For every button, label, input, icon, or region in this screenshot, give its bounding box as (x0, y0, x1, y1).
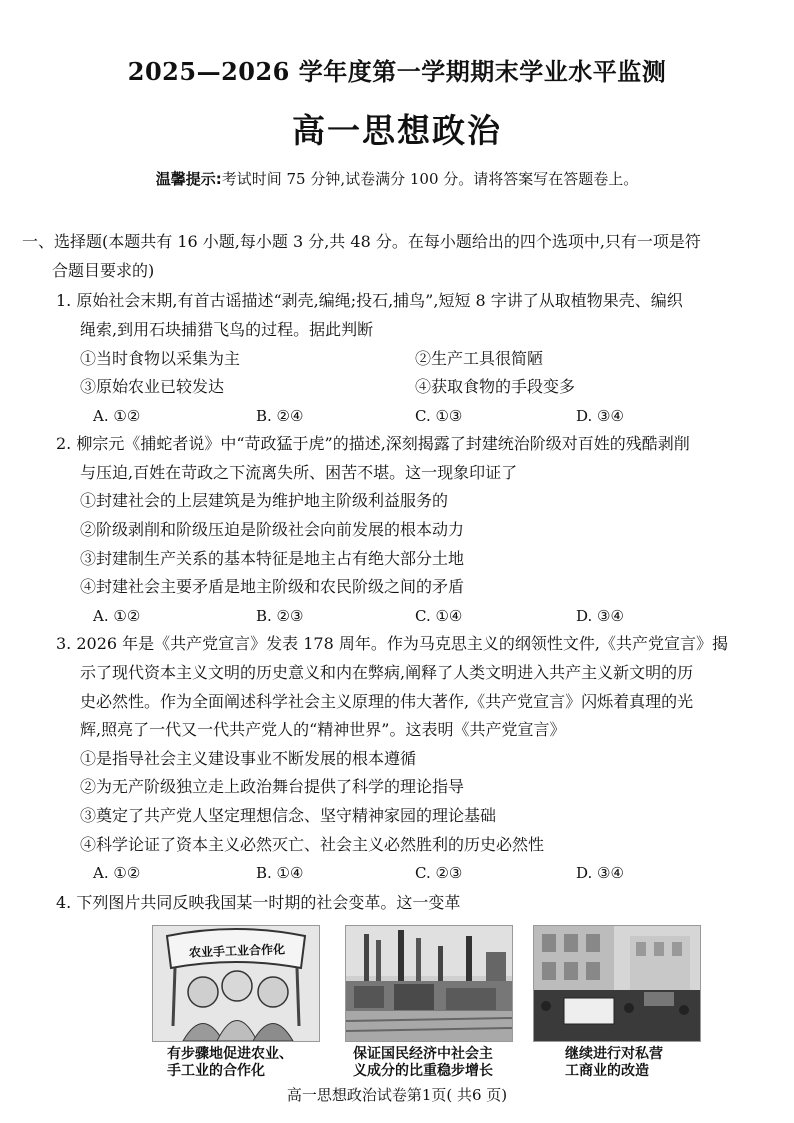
question-1-choice-d: D. ③④ (576, 407, 624, 425)
question-2-choice-c: C. ①④ (415, 607, 463, 625)
image-1-caption-line2: 手工业的合作化 (167, 1063, 265, 1079)
question-1-choice-a: A. ①② (93, 407, 141, 425)
tip-label: 温馨提示: (155, 170, 222, 188)
question-1-statement-3: ③原始农业已较发达 (80, 377, 225, 396)
question-2-statement-4: ④封建社会主要矛盾是地主阶级和农民阶级之间的矛盾 (80, 577, 465, 596)
question-1-statement-1: ①当时食物以采集为主 (80, 349, 241, 368)
question-3-choice-d: D. ③④ (576, 864, 624, 882)
question-3-stem-cont-2: 史必然性。作为全面阐述科学社会主义原理的伟大著作,《共产党宣言》闪烁着真理的光 (80, 692, 694, 711)
factory-drawing (346, 926, 512, 1041)
cartoon-sign-text: 农业手工业合作化 (188, 942, 286, 960)
question-1-stem: 1. 原始社会末期,有首古谣描述“剥壳,编绳;投石,捕鸟”,短短 8 字讲了从取植物果壳、编织 (56, 291, 683, 310)
question-3-statement-4: ④科学论证了资本主义必然灭亡、社会主义必然胜利的历史必然性 (80, 835, 545, 854)
question-3-choice-a: A. ①② (93, 864, 141, 882)
question-1-choice-b: B. ②④ (256, 407, 304, 425)
question-3-stem-cont-1: 示了现代资本主义文明的历史意义和内在弊病,阐释了人类文明进入共产主义新文明的历 (80, 663, 694, 682)
question-2-stem-cont: 与压迫,百姓在苛政之下流离失所、困苦不堪。这一现象印证了 (80, 463, 518, 482)
question-1-statement-2: ②生产工具很简陋 (415, 349, 544, 368)
question-3-stem-cont-3: 辉,照亮了一代又一代共产党人的“精神世界”。这表明《共产党宣言》 (80, 720, 566, 739)
page-footer: 高一思想政治试卷第1页( 共6 页) (286, 1086, 508, 1104)
question-1-choice-c: C. ①③ (415, 407, 463, 425)
question-2-stem: 2. 柳宗元《捕蛇者说》中“苛政猛于虎”的描述,深刻揭露了封建统治阶级对百姓的残酷剥削 (56, 434, 690, 453)
question-2-choice-b: B. ②③ (256, 607, 304, 625)
question-2-choice-a: A. ①② (93, 607, 141, 625)
image-2-caption-line1: 保证国民经济中社会主 (353, 1046, 493, 1062)
image-1-caption-line1: 有步骤地促进农业、 (167, 1046, 293, 1062)
section-heading-line2: 合题目要求的) (52, 261, 155, 280)
question-3-statement-2: ②为无产阶级独立走上政治舞台提供了科学的理论指导 (80, 777, 465, 796)
parade-drawing (534, 926, 700, 1041)
question-2-choice-d: D. ③④ (576, 607, 624, 625)
question-3-choice-c: C. ②③ (415, 864, 463, 882)
tip-text: 考试时间 75 分钟,试卷满分 100 分。请将答案写在答题卷上。 (221, 170, 639, 188)
section-heading-line1: 一、选择题(本题共有 16 小题,每小题 3 分,共 48 分。在每小题给出的四个选项中,只有一项是符 (22, 232, 701, 251)
cooperation-cartoon-image (152, 925, 320, 1042)
question-1-stem-cont: 绳索,到用石块捕猎飞鸟的过程。据此判断 (80, 320, 374, 339)
question-4-stem: 4. 下列图片共同反映我国某一时期的社会变革。这一变革 (56, 893, 461, 912)
question-3-stem: 3. 2026 年是《共产党宣言》发表 178 周年。作为马克思主义的纲领性文件,《共产党宣言》揭 (56, 634, 728, 653)
question-3-statement-1: ①是指导社会主义建设事业不断发展的根本遵循 (80, 749, 417, 768)
exam-tip (0, 168, 794, 189)
question-3-statement-3: ③奠定了共产党人坚定理想信念、坚守精神家园的理论基础 (80, 806, 497, 825)
image-2-caption-line2: 义成分的比重稳步增长 (353, 1063, 493, 1079)
question-2-statement-2: ②阶级剥削和阶级压迫是阶级社会向前发展的根本动力 (80, 520, 465, 539)
question-2-statement-3: ③封建制生产关系的基本特征是地主占有绝大部分土地 (80, 549, 465, 568)
question-3-choice-b: B. ①④ (256, 864, 304, 882)
subject-title: 高一思想政治 (292, 111, 502, 150)
parade-photo (533, 925, 701, 1042)
image-3-caption-line1: 继续进行对私营 (565, 1046, 663, 1062)
factory-photo (345, 925, 513, 1042)
question-1-statement-4: ④获取食物的手段变多 (415, 377, 576, 396)
exam-title: 2025—2026 学年度第一学期期末学业水平监测 (127, 57, 667, 86)
image-3-caption-line2: 工商业的改造 (565, 1063, 649, 1079)
question-2-statement-1: ①封建社会的上层建筑是为维护地主阶级利益服务的 (80, 491, 449, 510)
